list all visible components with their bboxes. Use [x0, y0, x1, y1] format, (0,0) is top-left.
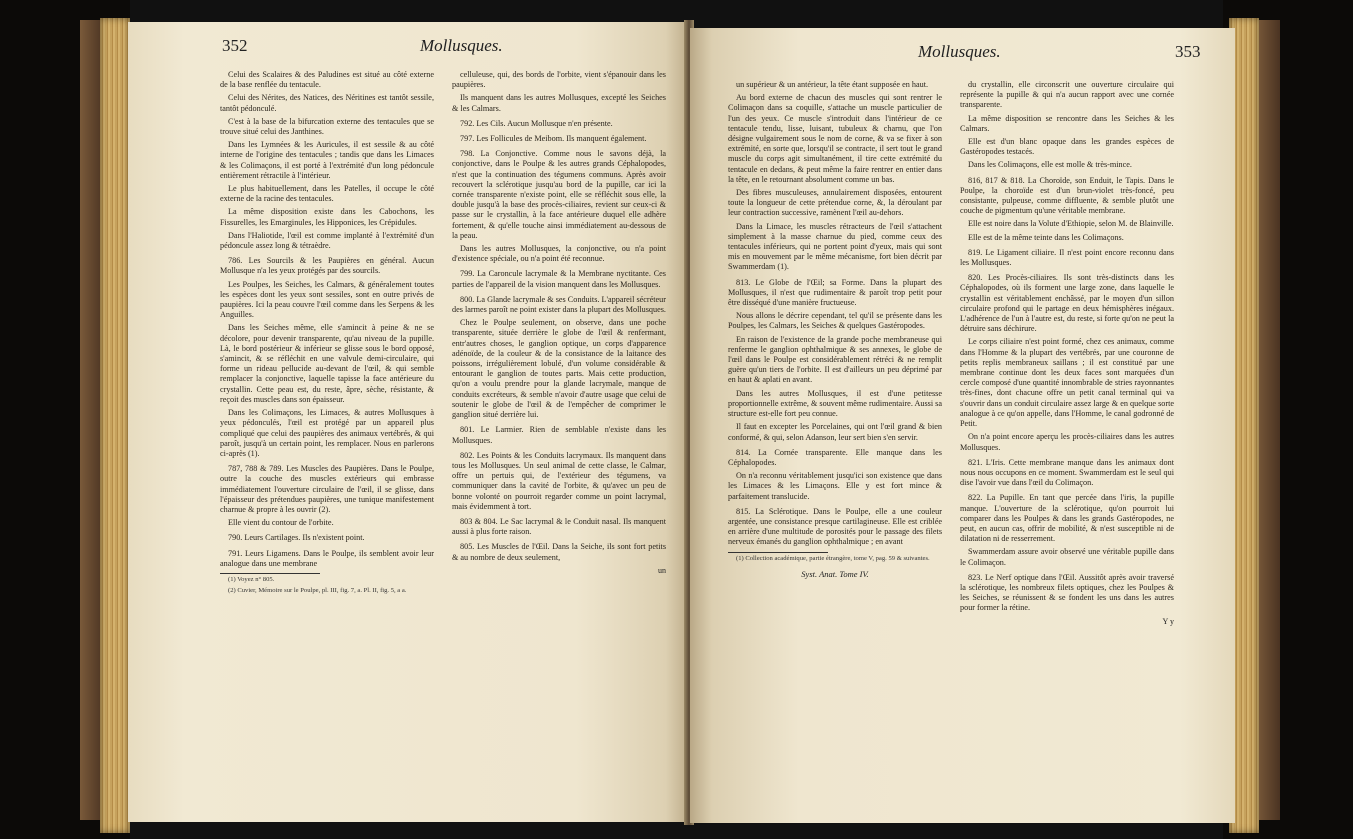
paragraph: 805. Les Muscles de l'Œil. Dans la Seiche, ils sont fort petits & au nombre de deux seulement,: [452, 542, 666, 562]
left-running-head: [128, 36, 688, 60]
paragraph: En raison de l'existence de la grande poche membraneuse qui renferme le ganglion ophthalmique & ses annexes, le globe de l'œil dans le Poulpe est considérablement rétréci & ne remplit guère qu'un tiers de l'orbite. Il est d'ailleurs un peu déprimé par en haut & aplati en avant.: [728, 334, 942, 385]
footnote: (1) Voyez n° 805.: [228, 575, 275, 583]
paragraph: Dans la Limace, les muscles rétracteurs de l'œil s'attachent simplement à la masse charnue du pied, comme ceux des tentacules inférieurs, qui ne portent point d'yeux, mais qui sont mis en mouvement par le même mécanisme, fort bien décrit par Swammerdam (1).: [728, 221, 942, 272]
paragraph: un supérieur & un antérieur, la tête étant supposée en haut.: [736, 80, 929, 89]
paragraph: 791. Leurs Ligamens. Dans le Poulpe, ils semblent avoir leur analogue dans une membrane: [220, 548, 434, 568]
paragraph: Au bord externe de chacun des muscles qui sont rentrer le Colimaçon dans sa coquille, s'attache un muscle particulier de l'un des yeux. Ce muscle s'introduit dans l'intérieur de ce tentacule tendu, lisse, luisant, tubuleux & charnu, que l'on désigne vulgairement sous le nom de corne, & va se fixer à son extrémité, en sorte que, lorsqu'il se contracte, il sert tout le grand muscle du corps agit simultanément, il tire cette extrémité du tentacule en dedans, & peut même la faire rentrer en entier dans la tête, en le retournant absolument comme un bas.: [728, 93, 942, 184]
paragraph: 800. La Glande lacrymale & ses Conduits. L'appareil sécréteur des larmes paroît ne point exister dans la plupart des Mollusques.: [452, 294, 666, 315]
paragraph: 821. L'Iris. Cette membrane manque dans les animaux dont nous nous occupons en ce moment. Swammerdam est le seul qui dise l'avoir vue dans l'œil du Colimaçon.: [960, 457, 1174, 488]
paragraph: 823. Le Nerf optique dans l'Œil. Aussitôt après avoir traversé la sclérotique, les nombreux filets optiques, chez les Poulpes & les Seiches, se réunissent & se fondent les uns dans les autres pour former la rétine.: [960, 572, 1174, 613]
paragraph: 820. Les Procès-ciliaires. Ils sont très-distincts dans les Céphalopodes, où ils forment une large zone, dans laquelle le crystallin est véritablement enchâssé, par le moyen d'un sillon circulaire profond qui le partage en deux hémisphères inégaux. L'adhérence de l'un à l'autre est, du reste, si forte qu'on ne peut la détruire sans déchirure.: [960, 273, 1174, 334]
right-column-1: [728, 80, 942, 627]
paragraph: 801. Le Larmier. Rien de semblable n'existe dans les Mollusques.: [452, 425, 666, 445]
catchword: un: [658, 565, 666, 575]
paragraph: du crystallin, elle circonscrit une ouverture circulaire qui représente la pupille & qui n'a aucun rapport avec une cornée transparente.: [960, 80, 1174, 110]
left-page-columns: [220, 70, 666, 598]
paragraph: Dans les Seiches même, elle s'amincit à peine & ne se décolore, pour devenir transparente, qu'au niveau de la pupille. Là, le bord postérieur & inférieur se glisse sous le bord opposé, s'amincit, & se réfléchit en une valvule demi-circulaire, qui forme un rideau pellucide au-devant de l'œil, & qui semble remplacer la conjonctive, laquelle tapisse la face antérieure du crystallin. Cette peau est, du reste, âpre, sèche, résistante, & reçoit des muscles dans son épaisseur.: [220, 323, 434, 404]
paragraph: Elle est d'un blanc opaque dans les grandes espèces de Gastéropodes testacés.: [960, 137, 1174, 157]
paragraph: Dans l'Haliotide, l'œil est comme implanté à l'extrémité d'un pédoncule assez long & tétraèdre.: [220, 230, 434, 251]
paragraph: Elle vient du contour de l'orbite.: [228, 518, 334, 528]
paragraph: Chez le Poulpe seulement, on observe, dans une poche transparente, située derrière le globe de l'œil & renfermant, entr'autres choses, le ganglion optique, un corps d'apparence adénoïde, de la couleur & de la consistance de la laitance des poissons, irrégulièrement lobulé, d'un volume considérable & entourant le ganglion de toutes parts. Mais cette production, qu'on a voulu prendre pour la glande lacrymale, manque de conduits excréteurs, & semble n'avoir d'autre usage que celui de soutenir le globe de l'œil & de l'empêcher de comprimer le ganglion situé derrière lui.: [452, 318, 666, 420]
paragraph: Dans les Colimaçons, elle est molle & très-mince.: [968, 160, 1132, 170]
right-page-number: 353: [1175, 42, 1201, 61]
left-running-title: Mollusques.: [420, 36, 503, 55]
paragraph: 792. Les Cils. Aucun Mollusque n'en présente.: [460, 118, 613, 128]
footnote-rule: [728, 552, 828, 553]
paragraph: La même disposition existe dans les Cabochons, les Fissurelles, les Emarginules, les Hipponices, les Crépidules.: [220, 207, 434, 227]
paragraph: Dans les Lymnées & les Auricules, il est sessile & au côté interne de l'origine des tentacules ; tandis que dans les Limaces & les Colimaçons, il est porté à l'extrémité d'un long pédoncule entièrement rétractile à l'intérieur.: [220, 140, 434, 180]
right-board: [1256, 20, 1280, 820]
paragraph: 799. La Caroncule lacrymale & la Membrane nyctitante. Ces parties de l'appareil de la vision manquent dans les Mollusques.: [452, 269, 666, 289]
paragraph: 803 & 804. Le Sac lacrymal & le Conduit nasal. Ils manquent aussi à plus forte raison.: [452, 516, 666, 537]
left-page: [128, 22, 688, 822]
paragraph: 815. La Sclérotique. Dans le Poulpe, elle a une couleur argentée, une consistance presque cartilagineuse. Elle est criblée en arrière d'une multitude de porosités pour le passage des filets nerveux émanés du ganglion ophthalmique ; en avant: [728, 506, 942, 547]
paragraph: Nous allons le décrire cependant, tel qu'il se présente dans les Poulpes, les Calmars, les Seiches & quelques Gastéropodes.: [728, 311, 942, 331]
footnote-rule: [220, 573, 320, 574]
paragraph: 802. Les Points & les Conduits lacrymaux. Ils manquent dans tous les Mollusques. Un seul animal de cette classe, le Calmar, offre un pertuis qui, de l'extérieur des tégumens, va communiquer dans la cavité de l'orbite, & qu'avec un peu de bonne volonté on pourroit regarder comme un point lacrymal, mais évidemment à tort.: [452, 450, 666, 511]
left-page-number: 352: [222, 36, 248, 55]
right-running-title: Mollusques.: [918, 42, 1001, 61]
paragraph: Les Poulpes, les Seiches, les Calmars, & généralement toutes les espèces dont les yeux sont sessiles, sont en outre privés de paupières. Ici la peau couvre l'œil comme dans les Serpens & les Anguilles.: [220, 279, 434, 320]
right-running-head: [690, 42, 1235, 66]
footnote: (2) Cuvier, Mémoire sur le Poulpe, pl. III, fig. 7, a. Pl. II, fig. 5, a a.: [228, 586, 407, 594]
paragraph: 797. Les Follicules de Meibom. Ils manquent également.: [460, 134, 647, 144]
paragraph: 813. Le Globe de l'Œil; sa Forme. Dans la plupart des Mollusques, il n'est que rudimentaire & paroît trop petit pour être disséqué d'une manière fructueuse.: [728, 277, 942, 308]
paragraph: celluleuse, qui, des bords de l'orbite, vient s'épanouir dans les paupières.: [452, 70, 666, 90]
paragraph: 816, 817 & 818. La Choroïde, son Enduit, le Tapis. Dans le Poulpe, la choroïde est d'un brun-violet très-foncé, peu consistante, pulpeuse, comme diffluente, & semble plutôt une couche de pigmentum qu'une véritable membrane.: [960, 175, 1174, 216]
paragraph: On n'a reconnu véritablement jusqu'ici son existence que dans les Limaces & les Limaçons. Elle y est fort mince & parfaitement translucide.: [728, 471, 942, 501]
paragraph: 814. La Cornée transparente. Elle manque dans les Céphalopodes.: [728, 447, 942, 467]
left-page-edges: [100, 18, 130, 833]
left-column-1: [220, 70, 434, 598]
right-page: [690, 28, 1235, 823]
paragraph: 786. Les Sourcils & les Paupières en général. Aucun Mollusque n'a les yeux protégés par des sourcils.: [220, 256, 434, 276]
paragraph: Le plus habituellement, dans les Patelles, il occupe le côté externe de la racine des tentacules.: [220, 184, 434, 204]
paragraph: 822. La Pupille. En tant que percée dans l'iris, la pupille manque. L'ouverture de la sclérotique, qu'on pourroit lui comparer dans les Poulpes & dans les grands Gastéropodes, ne peut, en aucun cas, offrir de mobilité, & n'est susceptible ni de dilatation ni de resserrement.: [960, 493, 1174, 544]
catchword: Y y: [1162, 616, 1174, 626]
paragraph: Ils manquent dans les autres Mollusques, excepté les Seiches & les Calmars.: [452, 93, 666, 113]
paragraph: 798. La Conjonctive. Comme nous le savons déjà, la conjonctive, dans le Poulpe & les autres grands Céphalopodes, n'est que la continuation des tégumens communs. Après avoir recouvert la sclérotique jusqu'au bord de la pupille, car ici la cornée transparente n'existe point, elle se réfléchit sous elle, la double jusqu'à la base des procès-ciliaires, revient sur ceux-ci & passe sur le crystallin, à la face antérieure duquel elle adhère fortement, & qu'elle touche ainsi immédiatement au-dessous de la peau.: [452, 149, 666, 240]
paragraph: 787, 788 & 789. Les Muscles des Paupières. Dans le Poulpe, outre la couche des muscles extérieurs qui embrasse immédiatement l'ouverture circulaire de l'œil, il se glisse, dans l'épaisseur des prétendues paupières, une tunique manifestement charnue & propre à les ouvrir (2).: [220, 464, 434, 514]
footnote: (1) Collection académique, partie étrangère, tome V, pag. 59 & suivantes.: [736, 554, 930, 562]
paragraph: La même disposition se rencontre dans les Seiches & les Calmars.: [960, 113, 1174, 133]
paragraph: Dans les autres Mollusques, la conjonctive, ou n'a point d'existence spéciale, ou n'a point été reconnue.: [452, 244, 666, 264]
paragraph: C'est à la base de la bifurcation externe des tentacules que se trouve situé celui des Janthines.: [220, 116, 434, 137]
paragraph: Swammerdam assure avoir observé une véritable pupille dans le Colimaçon.: [960, 547, 1174, 567]
paragraph: Celui des Scalaires & des Paludines est situé au côté externe de la base renflée du tentacule.: [220, 70, 434, 90]
paragraph: Dans les autres Mollusques, il est d'une petitesse proportionnelle extrême, & souvent même rudimentaire. Aussi sa structure est-elle fort peu connue.: [728, 388, 942, 419]
paragraph: 819. Le Ligament ciliaire. Il n'est point encore reconnu dans les Mollusques.: [960, 247, 1174, 268]
paragraph: Le corps ciliaire n'est point formé, chez ces animaux, comme dans l'Homme & la plupart des vertébrés, par une couronne de petits replis membraneux saillans ; il est constitué par une membrane continue dont les deux faces sont marquées d'un cercle composé d'une quantité innombrable de stries rayonnantes très-fines, dont chacune offre un petit canal terminal qui va s'ouvrir dans un conduit circulaire assez large & en quelque sorte analogue à ce qu'on appelle, dans l'Homme, le canal godronné de Petit.: [960, 337, 1174, 429]
paragraph: 790. Leurs Cartilages. Ils n'existent point.: [228, 533, 365, 543]
paragraph: Des fibres musculeuses, annulairement disposées, entourent toute la longueur de cette prétendue corne, &, la déroulant par leur contraction successive, ramènent l'œil au-dehors.: [728, 188, 942, 218]
paragraph: Celui des Nérites, des Natices, des Néritines est tantôt sessile, tantôt pédonculé.: [220, 93, 434, 113]
left-column-2: [452, 70, 666, 598]
right-column-2: [960, 80, 1174, 627]
right-page-columns: [728, 80, 1174, 627]
paragraph: Elle est noire dans la Volute d'Ethiopie, selon M. de Blainville.: [968, 219, 1174, 229]
signature-mark: Syst. Anat. Tome IV.: [801, 568, 869, 579]
paragraph: Il faut en excepter les Porcelaines, qui ont l'œil grand & bien conformé, & qui, selon Adanson, leur sert bien s'en servir.: [728, 422, 942, 442]
paragraph: Dans les Colimaçons, les Limaces, & autres Mollusques à yeux pédonculés, l'œil est protégé par un appareil plus compliqué que celui des paupières des animaux vertébrés, & qui paroît, jusqu'à un certain point, les remplacer. Nous en parlerons ci-après (1).: [220, 408, 434, 458]
paragraph: Elle est de la même teinte dans les Colimaçons.: [968, 232, 1124, 242]
paragraph: On n'a point encore aperçu les procès-ciliaires dans les autres Mollusques.: [960, 432, 1174, 452]
